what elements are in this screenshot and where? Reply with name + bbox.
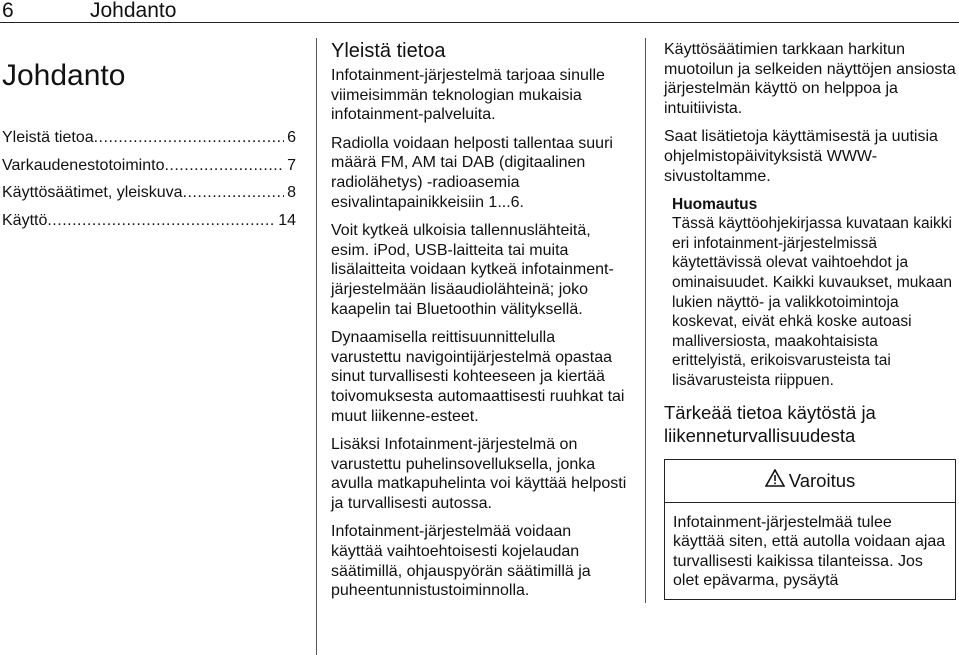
warning-box: [664, 459, 956, 600]
section-title: Yleistä tietoa: [331, 40, 446, 62]
note-box: [672, 195, 956, 390]
paragraph: Radiolla voidaan helposti tallentaa suuri määrä FM, AM tai DAB (digitaalinen radiolähetys) -radioasemia esivalintapainikkeisiin 1...6.: [331, 134, 613, 211]
toc-item-label: Yleistä tietoa: [2, 129, 94, 146]
toc-item-label: Käyttösäätimet, yleiskuva: [2, 184, 183, 201]
chapter-title: Johdanto: [2, 59, 126, 93]
toc-leader-dots: [47, 207, 275, 235]
warning-title: Varoitus: [788, 469, 856, 491]
toc-leader-dots: [94, 124, 284, 152]
column-divider-right: [645, 38, 646, 603]
running-title: Johdanto: [90, 0, 177, 22]
paragraph: Infotainment-järjestelmää voidaan käyttää vaihtoehtoisesti kojelaudan säätimillä, ohjauspyörän säätimillä ja puheentunnistustoiminnolla.: [331, 523, 591, 600]
note-title: Huomautus: [672, 196, 758, 214]
paragraph: Lisäksi Infotainment-järjestelmä on varustettu puhelinsovelluksella, jonka avulla matkapuhelinta voi käyttää helposti ja turvallisesti autossa.: [331, 436, 627, 512]
column-three: [664, 40, 956, 600]
toc-item-yleista-tietoa[interactable]: [2, 124, 296, 152]
toc-item-kaytto[interactable]: [2, 207, 296, 235]
toc-item-kayttosaatimet[interactable]: [2, 179, 296, 207]
paragraph: Voit kytkeä ulkoisia tallennuslähteitä, esim. iPod, USB-laitteita tai muita lisälaitteita voidaan kytkeä infotainment-järjestelmään lisäaudiolähteinä; joko kaapelin tai Bluetoothin välityksellä.: [331, 222, 614, 318]
toc-leader-dots: [164, 152, 284, 180]
note-body: Tässä käyttöohjekirjassa kuvataan kaikki eri infotainment-järjestelmissä käytettävissä olevat vaihtoehdot ja ominaisuudet. Kaikki kuvaukset, mukaan lukien näyttö- ja valikkotoimintoja koskevat, eivät ehkä koske autoasi malliversiosta, maakohtaisista erittelyistä, erikoisvarusteista tai lisävarusteista riippuen.: [672, 215, 953, 389]
paragraph: Saat lisätietoja käyttämisestä ja uutisia ohjelmistopäivityksistä WWW-sivustoltamme.: [664, 128, 938, 185]
toc-item-page: 6: [287, 129, 296, 146]
page-number: 6: [2, 0, 14, 22]
toc-item-page: 14: [278, 211, 296, 229]
table-of-contents: [2, 124, 296, 234]
paragraph: Dynaamisella reittisuunnittelulla varustettu navigointijärjestelmä opastaa sinut turvallisesti kohteeseen ja kiertää toivomuksesta automaattisesti ruuhkat tai muut liikenne-esteet.: [331, 329, 625, 425]
toc-item-page: 8: [287, 184, 296, 201]
section-general-info: [331, 38, 627, 610]
warning-triangle-icon: [765, 469, 785, 492]
paragraph: Infotainment-järjestelmä tarjoaa sinulle viimeisimmän teknologian mukaisia infotainment-palveluita.: [331, 67, 605, 124]
column-divider-left: [316, 38, 317, 655]
warning-body: Infotainment-järjestelmää tulee käyttää siten, että autolla voidaan ajaa turvallisesti kaikissa tilanteissa. Jos olet epävarma, pysäytä: [673, 513, 946, 590]
warning-header: [665, 460, 955, 503]
subsection-title: Tärkeää tietoa käytöstä ja liikenneturvallisuudesta: [664, 401, 876, 446]
paragraph: Käyttösäätimien tarkkaan harkitun muotoilun ja selkeiden näyttöjen ansiosta järjestelmän käyttö on helppoa ja intuitiivista.: [664, 41, 956, 117]
header-rule: [0, 22, 959, 23]
toc-item-varkaudenestotoiminto[interactable]: [2, 152, 296, 180]
toc-leader-dots: [183, 179, 285, 207]
toc-item-label: Käyttö: [2, 211, 48, 229]
toc-item-label: Varkaudenestotoiminto: [2, 156, 165, 174]
toc-item-page: 7: [287, 156, 296, 174]
